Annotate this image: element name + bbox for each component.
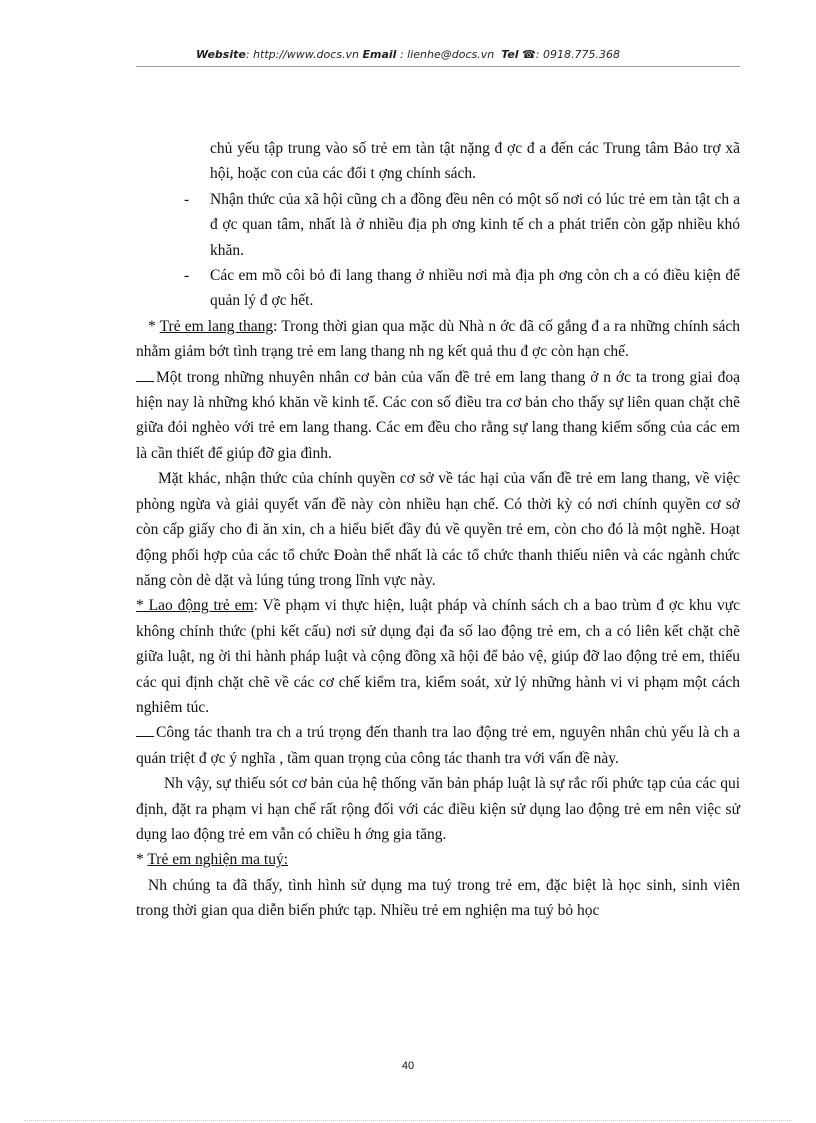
dash-item-1 <box>136 187 740 263</box>
dash-item-2 <box>136 263 740 314</box>
paragraph-drug-use: Nh chúng ta đã thấy, tình hình sử dụng ma tuý trong trẻ em, đặc biệt là học sinh, sinh viên trong thời gian qua diễn biến phức tạp. Nhiều trẻ em nghiện ma tuý bỏ học <box>136 876 740 920</box>
heading-drug-addicted-children: Trẻ em nghiện ma tuý: <box>147 851 288 869</box>
paragraph-street-children-text: : Trong thời gian qua mặc dù Nhà n ớc đã cố gắng đ a ra những chính sách nhằm giảm bớt tình trạng trẻ em lang thang nh ng kết quả thu đ ợc còn hạn chế. <box>136 317 740 361</box>
paragraph-summary: Nh vậy, sự thiếu sót cơ bản của hệ thống văn bản pháp luật là sự rắc rối phức tạp của các qui định, đặt ra phạm vi hạn chế rất rộng đối với các điều kiện sử dụng lao động trẻ em nên việc sử dụng lao động trẻ em vẫn có chiều h ớng gia tăng. <box>136 775 740 843</box>
bullet-star: * <box>136 851 148 869</box>
paragraph-causes-text: Một trong những nhuyên nhân cơ bản của vấn đề trẻ em lang thang ở n ớc ta trong giai đoạ hiện nay là những khó khăn về kinh tế. Các con số điều tra cơ bản cho thấy sự liên quan chặt chẽ giữa đói nghèo với trẻ em lang thang. Các em đều cho rằng sự lang thang kiếm sống của các em là cần thiết để giúp đỡ gia đình. <box>136 368 740 462</box>
dash-mark: - <box>184 267 190 285</box>
paragraph-1: chủ yếu tập trung vào số trẻ em tàn tật nặng đ ợc đ a đến các Trung tâm Bảo trợ xã hội, hoặc con của các đối t ợng chính sách. <box>210 140 740 183</box>
paragraph-street-children <box>136 314 740 365</box>
bullet-star: * <box>148 317 160 335</box>
heading-street-children: Trẻ em lang thang <box>159 317 274 335</box>
dash-item-2-text: Các em mồ côi bỏ đi lang thang ở nhiều nơi mà địa ph ơng còn ch a có điều kiện để quản lý đ ợc hết. <box>210 267 740 310</box>
email-label: Email <box>362 48 397 61</box>
paragraph-inspection-text: Công tác thanh tra ch a trú trọng đến thanh tra lao động trẻ em, nguyên nhân chủ yếu là ch a quán triệt đ ợc ý nghĩa , tầm quan trọng của công tác thanh tra với vấn đề này. <box>136 724 740 767</box>
website-label: Website <box>196 48 246 61</box>
paragraph-drug-heading <box>136 847 740 872</box>
paragraph-awareness: Mặt khác, nhận thức của chính quyền cơ sở về tác hại của vấn đề trẻ em lang thang, về việc phòng ngừa và giải quyết vấn đề này còn nhiều hạn chế. Có thời kỳ có nơi chính quyền cơ sở còn cấp giấy cho đi ăn xin, ch a hiểu biết đầy đủ về quyền trẻ em, còn cho đó là một nghề. Hoạt động phối hợp của các tổ chức Đoàn thể nhất là các tổ chức thanh thiếu niên và các ngành chức năng còn dè dặt và lúng túng trong lĩnh vực này. <box>136 470 740 589</box>
paragraph-inspection <box>136 720 740 771</box>
page-number: 40 <box>401 1060 415 1072</box>
leading-rule <box>136 367 154 382</box>
bottom-border <box>24 1120 792 1121</box>
paragraph-causes <box>136 365 740 467</box>
tel-label: Tel <box>501 48 519 61</box>
header-rule <box>136 66 740 67</box>
tel-value: ☎: 0918.775.368 <box>522 48 620 61</box>
page-header <box>0 48 816 61</box>
paragraph-child-labor-text: : Về phạm vi thực hiện, luật pháp và chính sách ch a bao trùm đ ợc khu vực không chính thức (phi kết cấu) nơi sử dụng đại đa số lao động trẻ em, ch a có liên kết chặt chẽ giữa luật, ng ời thi hành pháp luật và cộng đồng xã hội để bảo vệ, giúp đỡ lao động trẻ em, thiếu các qui định chặt chẽ về các cơ chế kiểm tra, kiểm soát, xử lý những hành vi vi phạm một cách nghiêm túc. <box>136 597 740 716</box>
website-value: : http://www.docs.vn <box>245 48 360 61</box>
leading-rule <box>136 722 154 737</box>
dash-item-1-text: Nhận thức của xã hội cũng ch a đồng đều nên có một số nơi có lúc trẻ em tàn tật ch a đ ợc quan tâm, nhất là ở nhiều địa ph ơng kinh tế ch a phát triển còn gặp nhiều khó khăn. <box>210 190 740 259</box>
document-body <box>136 136 740 924</box>
dash-mark: - <box>184 190 190 208</box>
email-value: : lienhe@docs.vn <box>399 48 495 61</box>
heading-child-labor: * Lao động trẻ em <box>136 597 254 615</box>
paragraph-child-labor <box>136 593 740 720</box>
